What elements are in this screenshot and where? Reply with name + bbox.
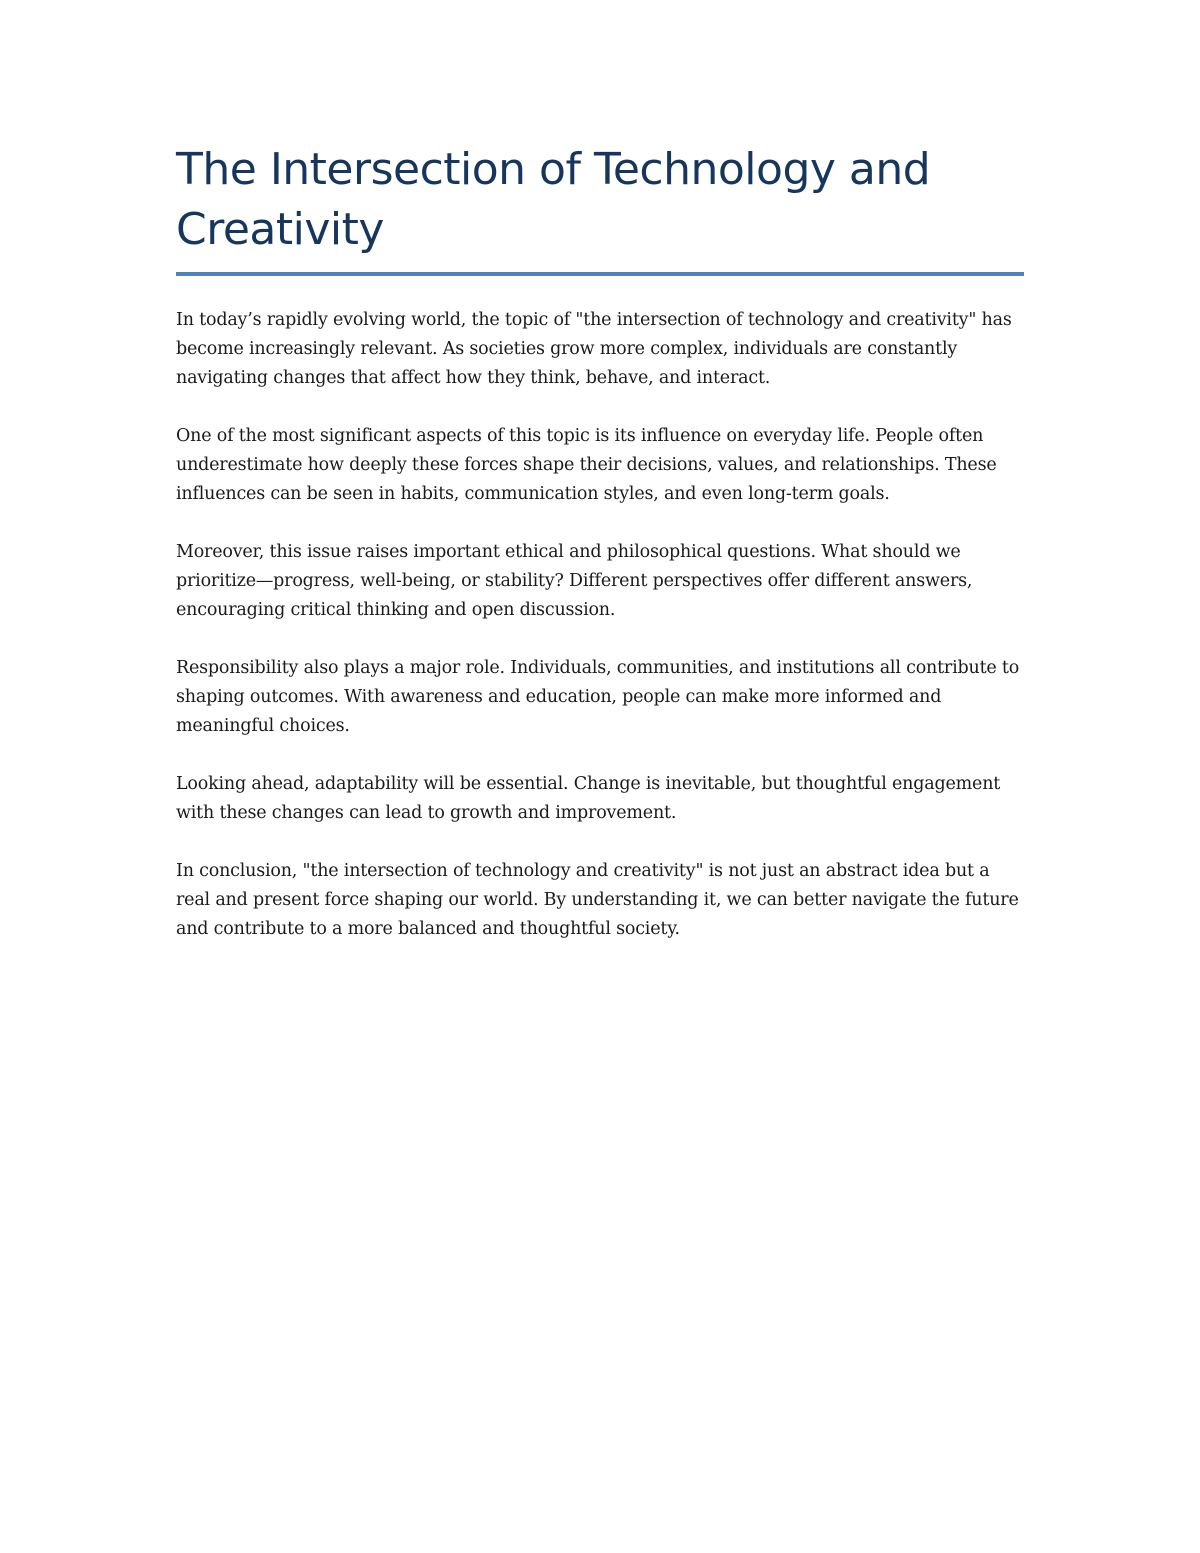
document-title: The Intersection of Technology and Creativity — [176, 144, 931, 255]
paragraph-influence: One of the most significant aspects of this topic is its influence on everyday life. People often underestimate how deeply these forces shape their decisions, values, and relationships. These influences can be seen in habits, communication styles, and even long-term goals. — [176, 426, 997, 504]
paragraph-conclusion: In conclusion, "the intersection of technology and creativity" is not just an abstract idea but a real and present force shaping our world. By understanding it, we can better navigate the future and contribute to a more balanced and thoughtful society. — [176, 861, 1019, 939]
title-underline-rule — [176, 272, 1024, 276]
paragraph-responsibility: Responsibility also plays a major role. Individuals, communities, and institutions all contribute to shaping outcomes. With awareness and education, people can make more informed and meaningful choices. — [176, 658, 1020, 736]
paragraph-ethics: Moreover, this issue raises important ethical and philosophical questions. What should we prioritize—progress, well-being, or stability? Different perspectives offer different answers, encouraging critical thinking and open discussion. — [176, 542, 973, 620]
document-body — [176, 140, 1024, 973]
paragraph-adaptability: Looking ahead, adaptability will be essential. Change is inevitable, but thoughtful engagement with these changes can lead to growth and improvement. — [176, 774, 1001, 823]
paragraph-intro: In today’s rapidly evolving world, the topic of "the intersection of technology and creativity" has become increasingly relevant. As societies grow more complex, individuals are constantly navigating changes that affect how they think, behave, and interact. — [176, 310, 1012, 388]
